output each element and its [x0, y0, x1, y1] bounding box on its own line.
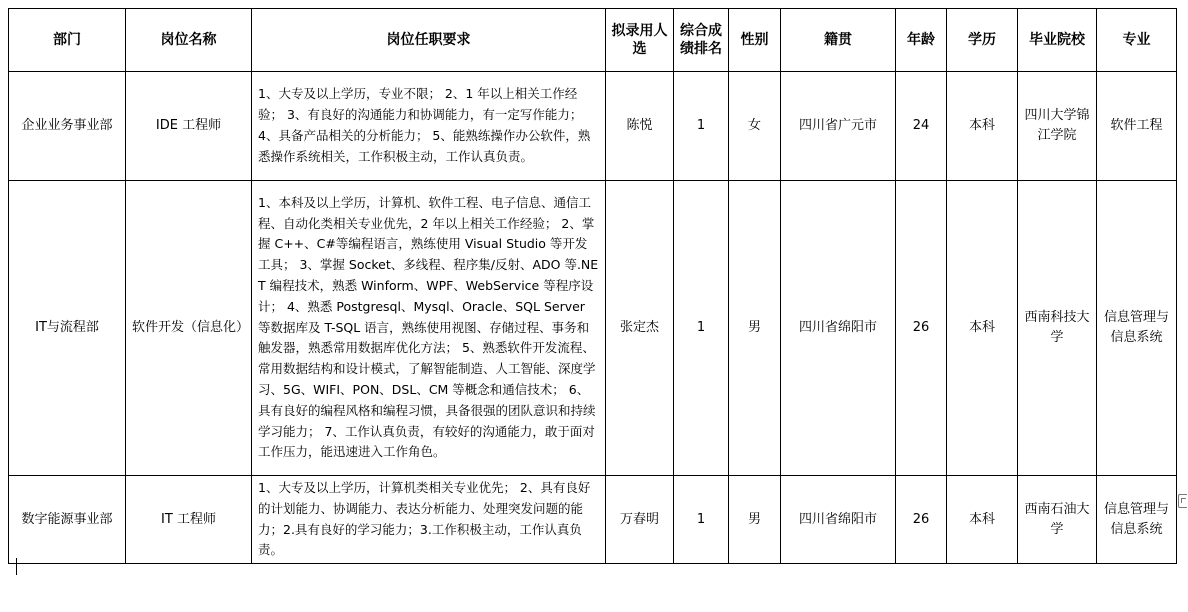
- header-gender: 性别: [729, 9, 781, 72]
- header-score-rank: 综合成绩排名: [674, 9, 729, 72]
- layout-options-icon[interactable]: [1178, 494, 1187, 508]
- requirements-cell: 1、大专及以上学历，专业不限； 2、1 年以上相关工作经验； 3、有良好的沟通能力和协调能力，有一定写作能力； 4、具备产品相关的分析能力； 5、能熟练操作办公软件，熟悉操作系统相关，工作积极主动，工作认真负责。: [252, 72, 606, 181]
- score-rank-cell: 1: [674, 72, 729, 181]
- header-education: 学历: [947, 9, 1018, 72]
- age-cell: 24: [896, 72, 947, 181]
- dept-cell: 数字能源事业部: [9, 476, 126, 564]
- major-cell: 信息管理与信息系统: [1097, 476, 1177, 564]
- age-cell: 26: [896, 181, 947, 476]
- table-row: [9, 476, 1177, 564]
- gender-cell: 男: [729, 476, 781, 564]
- position-cell: 软件开发（信息化）: [126, 181, 252, 476]
- header-origin: 籍贯: [781, 9, 896, 72]
- header-major: 专业: [1097, 9, 1177, 72]
- candidate-cell: 张定杰: [606, 181, 674, 476]
- major-cell: 软件工程: [1097, 72, 1177, 181]
- gender-cell: 男: [729, 181, 781, 476]
- recruitment-table: [8, 8, 1177, 564]
- header-dept: 部门: [9, 9, 126, 72]
- position-cell: IDE 工程师: [126, 72, 252, 181]
- dept-cell: IT与流程部: [9, 181, 126, 476]
- age-cell: 26: [896, 476, 947, 564]
- school-cell: 四川大学锦江学院: [1018, 72, 1097, 181]
- origin-cell: 四川省绵阳市: [781, 476, 896, 564]
- gender-cell: 女: [729, 72, 781, 181]
- header-candidate: 拟录用人选: [606, 9, 674, 72]
- text-cursor[interactable]: [16, 558, 17, 575]
- header-age: 年龄: [896, 9, 947, 72]
- header-position: 岗位名称: [126, 9, 252, 72]
- education-cell: 本科: [947, 72, 1018, 181]
- header-row: [9, 9, 1177, 72]
- origin-cell: 四川省广元市: [781, 72, 896, 181]
- school-cell: 西南科技大学: [1018, 181, 1097, 476]
- education-cell: 本科: [947, 181, 1018, 476]
- score-rank-cell: 1: [674, 476, 729, 564]
- candidate-cell: 陈悦: [606, 72, 674, 181]
- position-cell: IT 工程师: [126, 476, 252, 564]
- education-cell: 本科: [947, 476, 1018, 564]
- table-row: [9, 72, 1177, 181]
- requirements-cell: 1、本科及以上学历，计算机、软件工程、电子信息、通信工程、自动化类相关专业优先，2 年以上相关工作经验； 2、掌握 C++、C#等编程语言，熟练使用 Visual Studio 等开发工具； 3、掌握 Socket、多线程、程序集/反射、ADO 等.NET 编程技术，熟悉 Winform、WPF、WebService 等程序设计； 4、熟悉 Postgresql、Mysql、Oracle、SQL Server 等数据库及 T-SQL 语言，熟练使用视图、存储过程、事务和触发器，熟悉常用数据库优化方法； 5、熟悉软件开发流程、常用数据结构和设计模式，了解智能制造、人工智能、深度学习、5G、WIFI、PON、DSL、CM 等概念和通信技术； 6、具有良好的编程风格和编程习惯，具备很强的团队意识和持续学习能力； 7、工作认真负责，有较好的沟通能力，敢于面对工作压力，能迅速进入工作角色。: [252, 181, 606, 476]
- score-rank-cell: 1: [674, 181, 729, 476]
- school-cell: 西南石油大学: [1018, 476, 1097, 564]
- table-row: [9, 181, 1177, 476]
- header-school: 毕业院校: [1018, 9, 1097, 72]
- major-cell: 信息管理与信息系统: [1097, 181, 1177, 476]
- requirements-cell: 1、大专及以上学历，计算机类相关专业优先； 2、具有良好的计划能力、协调能力、表达分析能力、处理突发问题的能力；2.具有良好的学习能力；3.工作积极主动，工作认真负责。: [252, 476, 606, 564]
- dept-cell: 企业业务事业部: [9, 72, 126, 181]
- origin-cell: 四川省绵阳市: [781, 181, 896, 476]
- candidate-cell: 万春明: [606, 476, 674, 564]
- header-requirements: 岗位任职要求: [252, 9, 606, 72]
